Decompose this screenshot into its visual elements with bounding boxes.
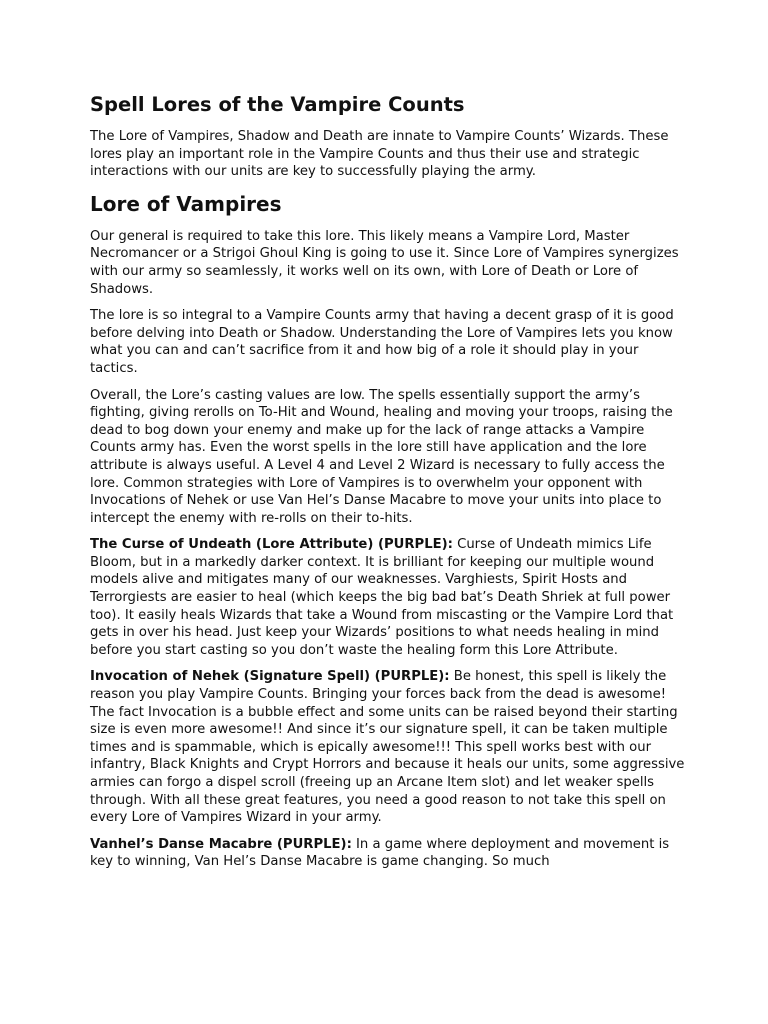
spell-description: Be honest, this spell is likely the reason you play Vampire Counts. Bringing your forces back from the dead is awesome! The fact Invocation is a bubble effect and some units can be raised beyond their starting size is even more awesome!! And since it’s our signature spell, it can be taken multiple times and is spammable, which is epically awesome!!! This spell works best with our infantry, Black Knights and Crypt Horrors and because it heals our units, some aggressive armies can forgo a dispel scroll (freeing up an Arcane Item slot) and let weaker spells through. With all these great features, you need a good reason to not take this spell on every Lore of Vampires Wizard in your army. bbox=[90, 669, 685, 826]
spell-description: Curse of Undeath mimics Life Bloom, but in a markedly darker context. It is brilliant for keeping our multiple wound models alive and mitigates many of our weaknesses. Varghiests, Spirit Hosts and Terrorgiests are easier to heal (which keeps the big bad bat’s Death Shriek at full power too). It easily heals Wizards that take a Wound from miscasting or the Vampire Lord that gets in over his head. Just keep your Wizards’ positions to what needs healing in mind before you start casting so you don’t waste the healing form this Lore Attribute. bbox=[90, 537, 674, 658]
spell-name: Invocation of Nehek (Signature Spell) (PURPLE): bbox=[90, 669, 450, 685]
section-heading: Lore of Vampires bbox=[90, 191, 282, 216]
spell-entry bbox=[90, 836, 690, 871]
intro-paragraph: The Lore of Vampires, Shadow and Death are innate to Vampire Counts’ Wizards. These lores play an important role in the Vampire Counts and thus their use and strategic interactions with our units are key to successfully playing the army. bbox=[90, 129, 669, 180]
document-page bbox=[90, 91, 690, 880]
body-paragraph: Overall, the Lore’s casting values are low. The spells essentially support the army’s fighting, giving rerolls on To-Hit and Wound, healing and moving your troops, raising the dead to bog down your enemy and make up for the lack of range attacks a Vampire Counts army has. Even the worst spells in the lore still have application and the lore attribute is always useful. A Level 4 and Level 2 Wizard is necessary to fully access the lore. Common strategies with Lore of Vampires is to overwhelm your opponent with Invocations of Nehek or use Van Hel’s Danse Macabre to move your units into place to intercept the enemy with re-rolls on their to-hits. bbox=[90, 387, 673, 526]
spell-name: Vanhel’s Danse Macabre (PURPLE): bbox=[90, 836, 352, 852]
body-paragraph: The lore is so integral to a Vampire Counts army that having a decent grasp of it is good before delving into Death or Shadow. Understanding the Lore of Vampires lets you know what you can and can’t sacrifice from it and how big of a role it should play in your tactics. bbox=[90, 308, 674, 376]
spell-entry bbox=[90, 536, 690, 659]
spell-name: The Curse of Undeath (Lore Attribute) (PURPLE): bbox=[90, 537, 453, 553]
spell-description: In a game where deployment and movement is key to winning, Van Hel’s Danse Macabre is game changing. So much bbox=[90, 836, 670, 870]
spell-entry bbox=[90, 668, 690, 826]
page-title: Spell Lores of the Vampire Counts bbox=[90, 93, 465, 116]
body-paragraph: Our general is required to take this lore. This likely means a Vampire Lord, Master Necromancer or a Strigoi Ghoul King is going to use it. Since Lore of Vampires synergizes with our army so seamlessly, it works well on its own, with Lore of Death or Lore of Shadows. bbox=[90, 228, 679, 297]
